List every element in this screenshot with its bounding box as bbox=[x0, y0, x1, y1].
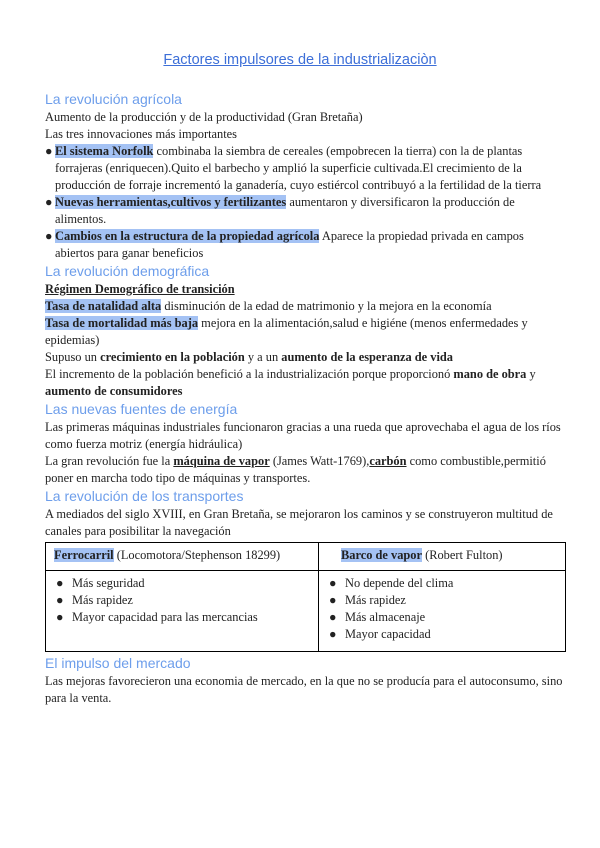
supuso-text-1: Supuso un bbox=[45, 350, 101, 364]
heading-revolucion-demografica: La revolución demográfica bbox=[45, 263, 210, 279]
energia-text-2: (James Watt-1769), bbox=[269, 454, 370, 468]
natalidad-line bbox=[45, 298, 565, 315]
maquina-vapor-bold: máquina de vapor bbox=[173, 454, 270, 468]
carbon-bold: carbón bbox=[369, 454, 407, 468]
bullet-icon: ● bbox=[329, 593, 337, 607]
item-text: Más almacenaje bbox=[345, 610, 426, 624]
bullet-icon: ● bbox=[56, 576, 64, 590]
bullet-icon: ● bbox=[56, 593, 64, 607]
barco-highlight: Barco de vapor bbox=[341, 548, 422, 562]
list-item bbox=[327, 575, 559, 592]
supuso-line bbox=[45, 349, 565, 366]
heading-fuentes-energia: Las nuevas fuentes de energía bbox=[45, 401, 238, 417]
list-item bbox=[327, 592, 559, 609]
barco-cell bbox=[319, 571, 566, 652]
heading-revolucion-agricola: La revolución agrícola bbox=[45, 91, 182, 107]
ferrocarril-cell bbox=[46, 571, 319, 652]
bullet-icon: ● bbox=[45, 144, 53, 158]
barco-detail: (Robert Fulton) bbox=[422, 548, 503, 562]
item-text: Más seguridad bbox=[72, 576, 145, 590]
item-text: Mayor capacidad bbox=[345, 627, 431, 641]
heading-impulso-mercado: El impulso del mercado bbox=[45, 655, 191, 671]
ferrocarril-highlight: Ferrocarril bbox=[54, 548, 114, 562]
item-text: combinaba la siembra de cereales (empobrecen la tierra) con la de plantas forrajeras (enriquecen).Quito el barbecho y amplió la superficie cultivada.El crecimiento de la producción de forraje incrementó la ganadería, cuyo estiércol contribuyó a la fertilidad de la tierra bbox=[55, 144, 542, 192]
transportes-table bbox=[45, 542, 566, 652]
bullet-icon: ● bbox=[329, 610, 337, 624]
heading-revolucion-transportes: La revolución de los transportes bbox=[45, 488, 244, 504]
item-highlight: Cambios en la estructura de la propiedad agrícola bbox=[55, 229, 320, 243]
list-item bbox=[45, 143, 565, 194]
document-title: Factores impulsores de la industrializaciòn bbox=[163, 52, 437, 68]
transportes-intro: A mediados del siglo XVIII, en Gran Bretaña, se mejoraron los caminos y se construyeron multitud de canales para posibilitar la navegación bbox=[45, 507, 553, 538]
incremento-text-1: El incremento de la población benefició a la industrialización porque proporcionó bbox=[45, 367, 454, 381]
supuso-text-2: y a un bbox=[244, 350, 282, 364]
bullet-icon: ● bbox=[329, 627, 337, 641]
incremento-bold-2: aumento de consumidores bbox=[45, 384, 183, 398]
document-body bbox=[45, 90, 565, 707]
bullet-icon: ● bbox=[45, 195, 53, 209]
table-row bbox=[46, 571, 566, 652]
mortalidad-line bbox=[45, 315, 565, 349]
list-item bbox=[54, 592, 312, 609]
ferrocarril-list bbox=[54, 575, 312, 626]
list-item bbox=[327, 626, 559, 643]
incremento-line bbox=[45, 366, 565, 400]
energia-paragraph-1: Las primeras máquinas industriales funcionaron gracias a una rueda que aprovechaba el agua de los ríos como fuerza motriz (energía hidráulica) bbox=[45, 420, 561, 451]
incremento-text-2: y bbox=[526, 367, 536, 381]
item-text: Más rapidez bbox=[345, 593, 406, 607]
ferrocarril-detail: (Locomotora/Stephenson 18299) bbox=[113, 548, 281, 562]
agricola-line-1: Aumento de la producción y de la productividad (Gran Bretaña) bbox=[45, 110, 363, 124]
list-item bbox=[45, 194, 565, 228]
incremento-bold-1: mano de obra bbox=[453, 367, 527, 381]
table-header-row bbox=[46, 543, 566, 571]
list-item bbox=[54, 575, 312, 592]
list-item bbox=[327, 609, 559, 626]
item-text: No depende del clima bbox=[345, 576, 454, 590]
bullet-icon: ● bbox=[56, 610, 64, 624]
item-text: Más rapidez bbox=[72, 593, 133, 607]
agricola-line-2: Las tres innovaciones más importantes bbox=[45, 127, 238, 141]
item-highlight: El sistema Norfolk bbox=[55, 144, 154, 158]
mortalidad-text: mejora en la alimentación,salud e higiéne (menos enfermedades y epidemias) bbox=[45, 316, 528, 347]
mercado-paragraph: Las mejoras favorecieron una economia de mercado, en la que no se producía para el autoconsumo, sino para la venta. bbox=[45, 674, 563, 705]
item-highlight: Nuevas herramientas,cultivos y fertilizantes bbox=[55, 195, 287, 209]
supuso-bold-1: crecimiento en la población bbox=[100, 350, 245, 364]
natalidad-highlight: Tasa de natalidad alta bbox=[45, 299, 162, 313]
item-text: aumentaron y diversificaron la producción de alimentos. bbox=[55, 195, 515, 226]
bullet-icon: ● bbox=[329, 576, 337, 590]
barco-list bbox=[327, 575, 559, 643]
agricola-innovations-list bbox=[45, 143, 565, 262]
list-item bbox=[45, 228, 565, 262]
energia-text-3: como combustible,permitió poner en marcha todo tipo de máquinas y transportes. bbox=[45, 454, 546, 485]
header-barco-vapor bbox=[319, 543, 566, 571]
bullet-icon: ● bbox=[45, 229, 53, 243]
energia-paragraph-2 bbox=[45, 453, 565, 487]
regimen-subheading: Régimen Demográfico de transición bbox=[45, 282, 235, 296]
header-ferrocarril bbox=[46, 543, 319, 571]
item-text: Aparece la propiedad privada en campos abiertos para ganar beneficios bbox=[55, 229, 524, 260]
mortalidad-highlight: Tasa de mortalidad más baja bbox=[45, 316, 199, 330]
item-text: Mayor capacidad para las mercancias bbox=[72, 610, 258, 624]
natalidad-text: disminución de la edad de matrimonio y la mejora en la economía bbox=[161, 299, 492, 313]
list-item bbox=[54, 609, 312, 626]
supuso-bold-2: aumento de la esperanza de vida bbox=[281, 350, 453, 364]
energia-text-1: La gran revolución fue la bbox=[45, 454, 174, 468]
